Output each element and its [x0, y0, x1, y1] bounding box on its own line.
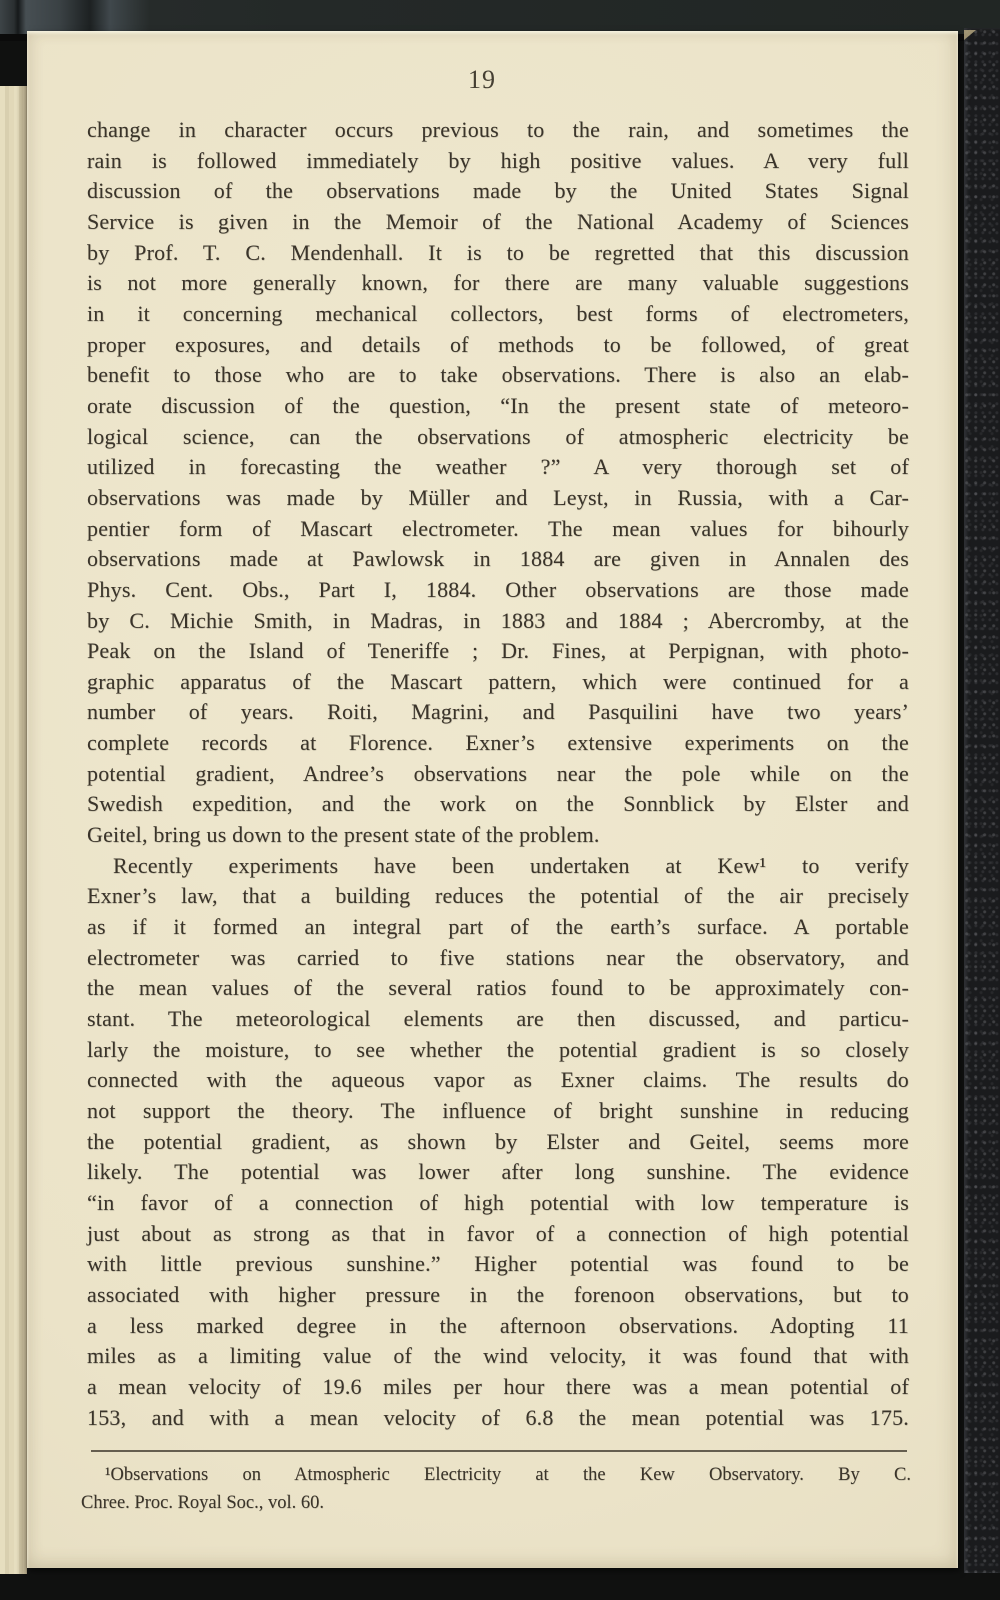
text-line: just about as strong as that in favor of a connection of high potential [87, 1220, 909, 1246]
text-line: as if it formed an integral part of the earth’s surface. A portable [87, 914, 909, 940]
paragraph [87, 851, 909, 1433]
page-body [87, 115, 909, 1433]
text-line: pentier form of Mascart electrometer. The mean values for bihourly [87, 515, 909, 541]
text-line: the mean values of the several ratios found to be approximately con- [87, 975, 909, 1001]
page-corner-highlight [964, 30, 976, 40]
text-line: larly the moisture, to see whether the potential gradient is so closely [87, 1036, 909, 1062]
footnote-rule [91, 1450, 907, 1452]
text-line: Service is given in the Memoir of the National Academy of Sciences [87, 208, 909, 234]
text-line: electrometer was carried to five stations near the observatory, and [87, 944, 909, 970]
text-line: by C. Michie Smith, in Madras, in 1883 and 1884 ; Abercromby, at the [87, 607, 909, 633]
text-line: potential gradient, Andree’s observations near the pole while on the [87, 760, 909, 786]
text-line: proper exposures, and details of methods to be followed, of great [87, 331, 909, 357]
text-line: in it concerning mechanical collectors, best forms of electrometers, [87, 300, 909, 326]
footnote-line: Chree. Proc. Royal Soc., vol. 60. [81, 1492, 325, 1513]
text-line: associated with higher pressure in the forenoon observations, but to [87, 1281, 909, 1307]
text-line: discussion of the observations made by the United States Signal [87, 178, 909, 204]
text-line: observations was made by Müller and Leyst, in Russia, with a Car- [87, 484, 909, 510]
text-line: not support the theory. The influence of bright sunshine in reducing [87, 1098, 909, 1123]
text-line: Exner’s law, that a building reduces the potential of the air precisely [87, 883, 909, 909]
text-line: complete records at Florence. Exner’s extensive experiments on the [87, 730, 909, 756]
text-line: a less marked degree in the afternoon observations. Adopting 11 [87, 1312, 909, 1338]
text-line: stant. The meteorological elements are then discussed, and particu- [87, 1006, 909, 1032]
text-line: Recently experiments have been undertaken at Kew¹ to verify [113, 852, 909, 878]
book-cover-right-edge [964, 28, 1000, 1573]
text-line: likely. The potential was lower after long sunshine. The evidence [87, 1159, 909, 1185]
book-page [27, 31, 958, 1568]
text-line: Swedish expedition, and the work on the Sonnblick by Elster and [87, 791, 909, 817]
text-line: utilized in forecasting the weather ?” A very thorough set of [87, 454, 909, 480]
text-line: orate discussion of the question, “In the present state of meteoro- [87, 392, 909, 418]
text-line: miles as a limiting value of the wind velocity, it was found that with [87, 1343, 909, 1369]
page-edge-stack-left [0, 86, 27, 1574]
text-line: Phys. Cent. Obs., Part I, 1884. Other observations are those made [87, 576, 909, 602]
text-line: by Prof. T. C. Mendenhall. It is to be regretted that this discussion [87, 239, 909, 265]
text-line: “in favor of a connection of high potential with low temperature is [87, 1189, 909, 1215]
text-line: graphic apparatus of the Mascart pattern, which were continued for a [87, 668, 909, 694]
text-line: observations made at Pawlowsk in 1884 are given in Annalen des [87, 546, 909, 572]
text-line: with little previous sunshine.” Higher potential was found to be [87, 1251, 909, 1277]
text-line: connected with the aqueous vapor as Exner claims. The results do [87, 1067, 909, 1093]
text-line: Peak on the Island of Teneriffe ; Dr. Fines, at Perpignan, with photo- [87, 638, 909, 664]
footnote-line: ¹Observations on Atmospheric Electricity at the Kew Observatory. By C. [105, 1465, 911, 1485]
text-line: is not more generally known, for there are many valuable suggestions [87, 270, 909, 296]
paragraph [87, 115, 909, 851]
footnote [81, 1462, 911, 1517]
text-line: number of years. Roiti, Magrini, and Pasquilini have two years’ [87, 699, 909, 725]
page-number: 19 [468, 65, 496, 94]
text-line: rain is followed immediately by high positive values. A very full [87, 147, 909, 173]
text-line: benefit to those who are to take observations. There is also an elab- [87, 362, 909, 388]
text-line: 153, and with a mean velocity of 6.8 the mean potential was 175. [87, 1404, 909, 1430]
text-line: logical science, can the observations of atmospheric electricity be [87, 423, 909, 449]
text-line: Geitel, bring us down to the present state of the problem. [87, 822, 600, 848]
text-line: change in character occurs previous to the rain, and sometimes the [87, 117, 909, 142]
text-line: a mean velocity of 19.6 miles per hour there was a mean potential of [87, 1373, 909, 1399]
text-line: the potential gradient, as shown by Elster and Geitel, seems more [87, 1128, 909, 1154]
